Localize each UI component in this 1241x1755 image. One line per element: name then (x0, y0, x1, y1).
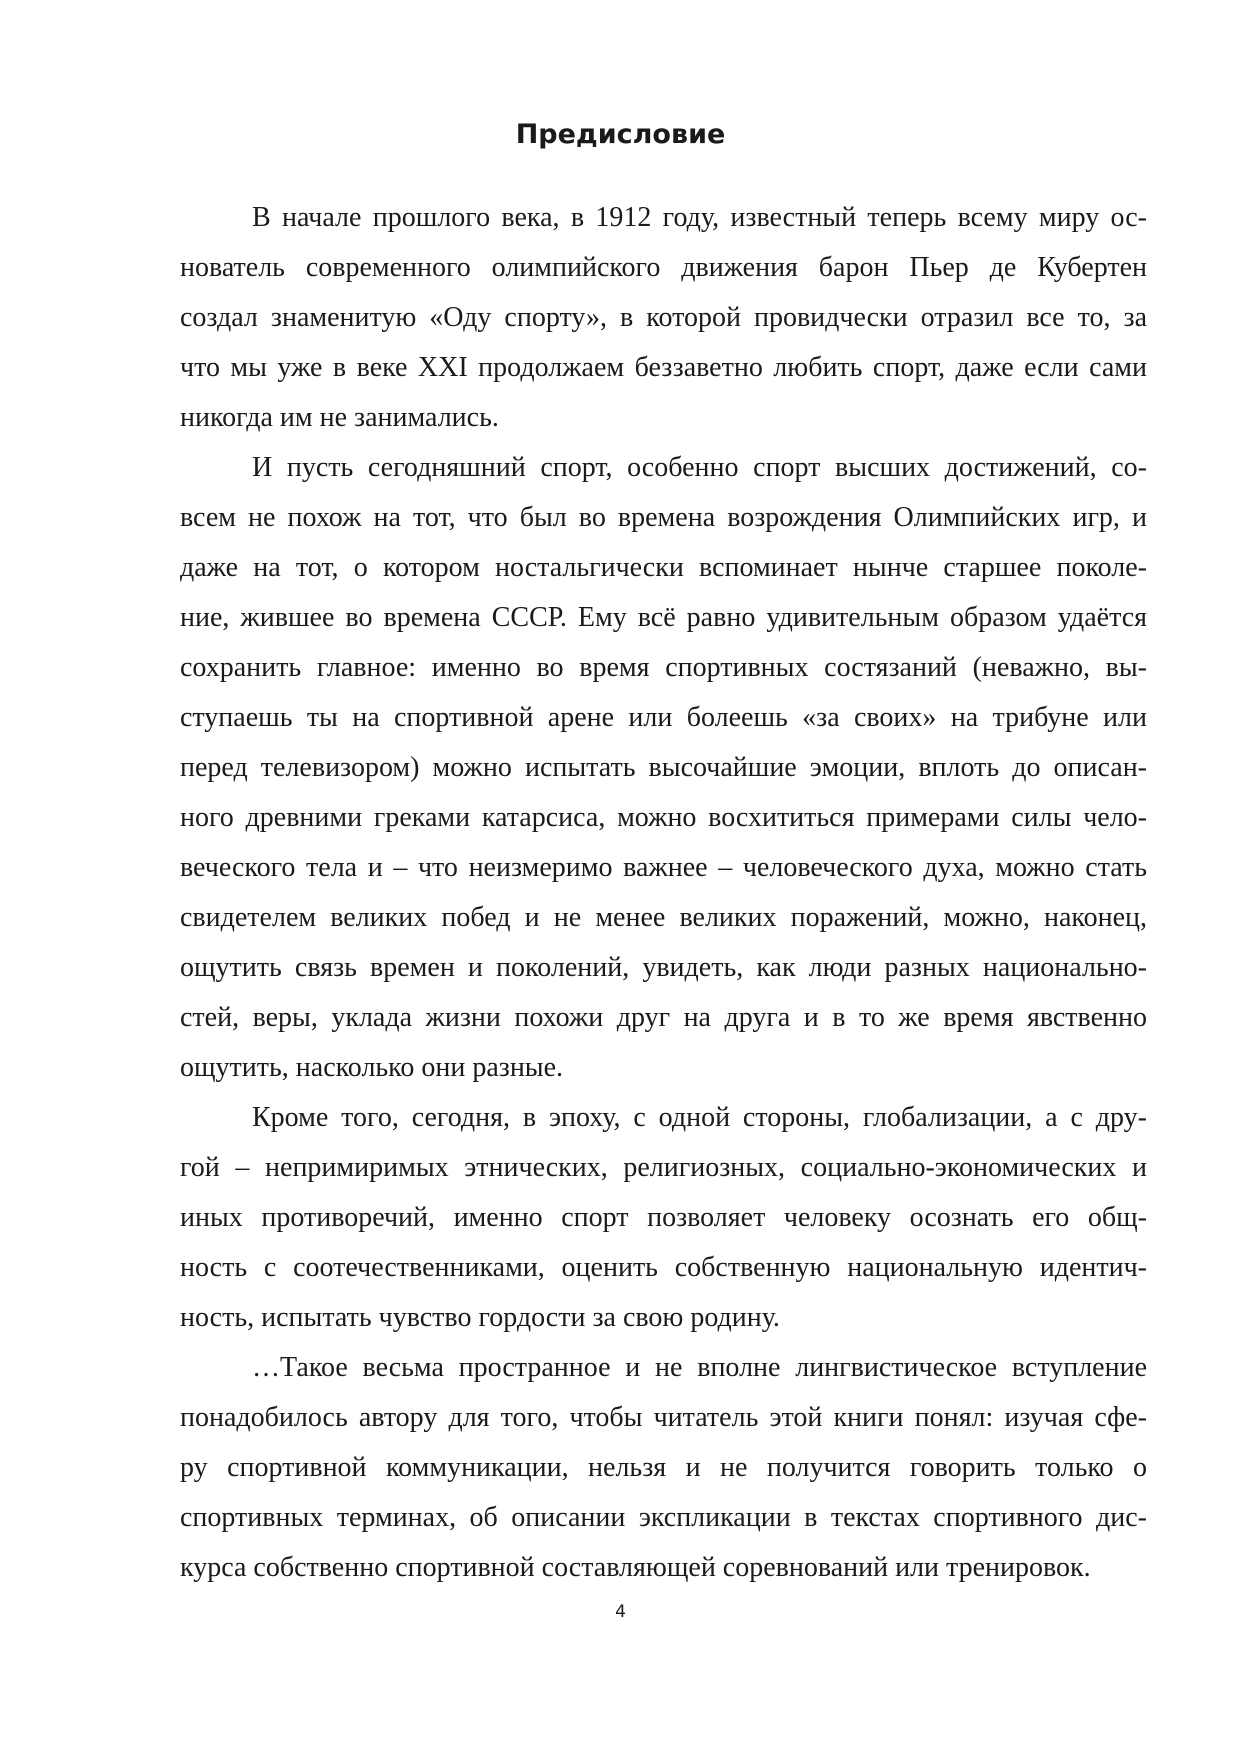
text-line: понадобилось автору для того, чтобы читатель этой книги понял: изучая сфе- (180, 1402, 1147, 1433)
text-line: ного древними греками катарсиса, можно восхититься примерами силы чело- (180, 802, 1147, 833)
page-number: 4 (615, 1602, 626, 1622)
text-line: даже на тот, о котором ностальгически вспоминает нынче старшее поколе- (180, 552, 1147, 583)
text-line: ступаешь ты на спортивной арене или болеешь «за своих» на трибуне или (180, 702, 1147, 733)
text-line: нователь современного олимпийского движения барон Пьер де Кубертен (180, 252, 1147, 283)
text-line: ность с соотечественниками, оценить собственную национальную идентич- (180, 1252, 1147, 1283)
text-line: свидетелем великих побед и не менее великих поражений, можно, наконец, (180, 902, 1147, 933)
text-line: ность, испытать чувство гордости за свою родину. (180, 1302, 780, 1333)
paragraph (180, 193, 1147, 443)
text-line: перед телевизором) можно испытать высочайшие эмоции, вплоть до описан- (180, 752, 1147, 783)
paragraph (180, 1093, 1147, 1343)
page-title: Предисловие (515, 119, 726, 150)
text-line: иных противоречий, именно спорт позволяет человеку осознать его общ- (180, 1202, 1147, 1233)
body-text (180, 193, 1147, 1593)
text-line: В начале прошлого века, в 1912 году, известный теперь всему миру ос- (252, 202, 1147, 233)
text-line: спортивных терминах, об описании экспликации в текстах спортивного дис- (180, 1502, 1147, 1533)
text-line: никогда им не занимались. (180, 402, 499, 433)
text-line: ние, жившее во времена СССР. Ему всё равно удивительным образом удаётся (180, 602, 1147, 633)
text-line: веческого тела и – что неизмеримо важнее – человеческого духа, можно стать (180, 852, 1147, 883)
text-line: гой – непримиримых этнических, религиозных, социально-экономических и (180, 1152, 1147, 1183)
text-line: Кроме того, сегодня, в эпоху, с одной стороны, глобализации, а с дру- (252, 1102, 1147, 1133)
text-line: создал знаменитую «Оду спорту», в которой провидчески отразил все то, за (180, 302, 1147, 333)
text-line: ощутить, насколько они разные. (180, 1052, 564, 1083)
paragraph (180, 443, 1147, 1093)
text-line: стей, веры, уклада жизни похожи друг на друга и в то же время явственно (180, 1002, 1147, 1033)
paragraph (180, 1343, 1147, 1593)
text-line: ощутить связь времен и поколений, увидеть, как люди разных национально- (180, 952, 1147, 983)
text-line: всем не похож на тот, что был во времена возрождения Олимпийских игр, и (180, 502, 1147, 533)
text-line: ру спортивной коммуникации, нельзя и не получится говорить только о (180, 1452, 1147, 1483)
text-line: что мы уже в веке XXI продолжаем беззаветно любить спорт, даже если сами (180, 352, 1147, 383)
text-line: И пусть сегодняшний спорт, особенно спорт высших достижений, со- (252, 452, 1147, 483)
text-line: …Такое весьма пространное и не вполне лингвистическое вступление (252, 1352, 1147, 1383)
text-line: курса собственно спортивной составляющей соревнований или тренировок. (180, 1552, 1091, 1583)
text-line: сохранить главное: именно во время спортивных состязаний (неважно, вы- (180, 652, 1147, 683)
